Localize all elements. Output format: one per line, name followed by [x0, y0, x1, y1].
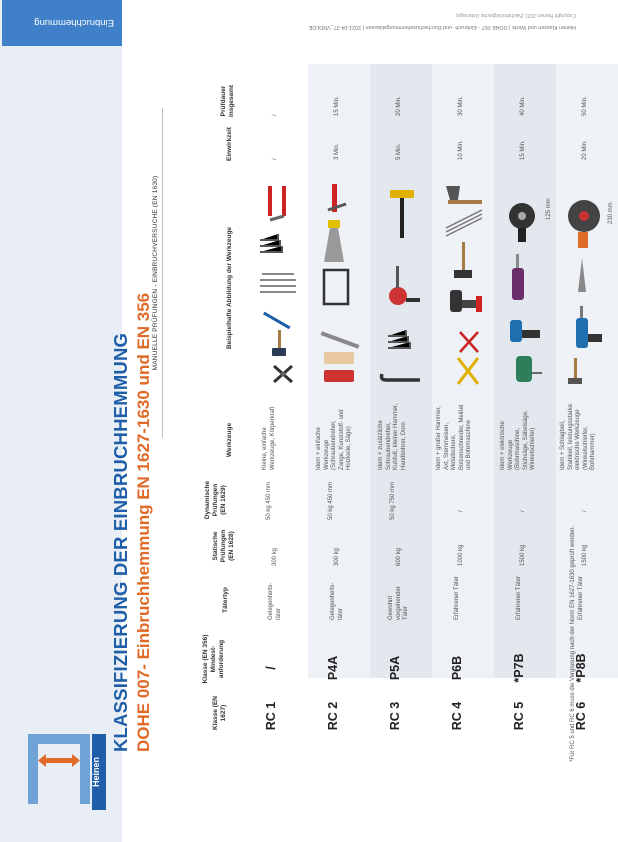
electric-drill-icon [510, 320, 540, 342]
einwirkzeit-cell: / [272, 158, 278, 160]
rc-class: RC 1 [264, 701, 278, 731]
einwirkzeit-cell: 5 Min. [396, 143, 402, 160]
page-content [110, 0, 614, 842]
chisels-icon [446, 210, 482, 236]
header-klasse-356: Klasse (EN 356) Mindest-anforderung [202, 634, 225, 684]
hammer-icon [390, 190, 414, 238]
hammer-icon [272, 330, 286, 356]
pruefdauer-cell: / [272, 114, 278, 116]
dynamic-cell: / [458, 510, 464, 512]
taeter-cell: Gelegenheits-täter [330, 582, 344, 620]
rotary-hammer-icon [576, 306, 602, 348]
copyright-line: Copyright Heinen 2021 (Nachdruck/gleiche Unterlage) [455, 12, 576, 18]
tools-illustration-rc4 [438, 178, 490, 388]
hex-keys-icon [260, 234, 282, 252]
rc-class: RC 2 [326, 701, 340, 731]
footnote: *Für RC 5 und RC 6 muss die Verglasung nach der Norm EN 1627-1630 geprüft werden. [570, 525, 576, 762]
page-title: KLASSIFIZIERUNG DER EINBRUCHHEMMUNG [110, 332, 131, 752]
logo-text: Heinen [91, 756, 101, 788]
table-row [370, 64, 432, 738]
en356-class: P4A [326, 655, 340, 681]
en356-class: P5A [388, 655, 402, 681]
bolt-cutter-icon [458, 358, 478, 384]
tools-illustration-rc6 [560, 178, 616, 388]
en356-class: *P7B [512, 653, 526, 683]
pipe-wrench-icon [268, 186, 286, 220]
angle-grinder-icon [509, 203, 535, 242]
header-group-manual: MANUELLE PRÜFUNGEN - EINBRUCHVERSUCHE (EN 1630) [152, 108, 163, 438]
crowbar-icon [382, 374, 421, 380]
taeter-cell: Gelegenheits-täter [268, 582, 282, 620]
document-reference: Heinen Klassen und Werte | DOHE 007 - Einbruch- und Durchschusshemmungsklassen | 2021-04-27_VRDLDE [308, 24, 576, 30]
dynamic-cell: / [582, 510, 588, 512]
tools-cell: Idem + großer Hammer, Axt, Stemmeisen, Metallschere, Bolzenschneider, Meißel und Bohrmaschine [436, 404, 472, 470]
page-subtitle: DOHE 007- Einbruchhemmung EN 1627-1630 und EN 356 [134, 292, 153, 752]
reciprocating-saw-icon [512, 254, 524, 300]
tools-cell: Idem + elektrische Werkzeuge (Bohrmaschine, Stichsäge, Säbelsäge, Winkelschleifer) [500, 410, 536, 470]
pruefdauer-cell: 30 Min. [458, 96, 464, 116]
table-row [246, 64, 308, 738]
heinen-logo [22, 728, 108, 816]
dynamic-cell: 50 kg 750 mm [390, 481, 396, 520]
rc-class: RC 6 [574, 701, 588, 731]
table-row [494, 64, 556, 738]
tools-illustration-rc1 [252, 178, 304, 388]
static-cell: 1500 kg [520, 544, 526, 566]
en356-class: / [264, 666, 278, 670]
static-cell: 300 kg [334, 547, 340, 566]
pruefdauer-cell: 50 Min. [582, 96, 588, 116]
disc-size-label: 230 mm [608, 202, 614, 224]
pruefdauer-cell: 15 Min. [334, 96, 340, 116]
tools-illustration-rc3 [376, 178, 428, 388]
header-dynamische: Dynamische Prüfungen (EN 1629) [204, 480, 227, 520]
header-einwirkzeit: Einwirkzeit [226, 127, 233, 161]
wrench-set-icon [260, 274, 296, 292]
einwirkzeit-cell: 3 Min. [334, 143, 340, 160]
side-panel [0, 0, 122, 842]
hand-drill-icon [389, 266, 420, 305]
tools-illustration-rc5 [498, 178, 554, 388]
handsaw-icon [324, 220, 344, 262]
steel-wedge-icon [578, 258, 586, 292]
section-tab-label: Einbruchhemmung [34, 17, 114, 29]
sledgehammer-icon [454, 242, 472, 278]
splitting-wedge-icon [568, 358, 582, 384]
static-cell: 300 kg [272, 547, 278, 566]
hacksaw-icon [324, 270, 348, 304]
angle-grinder-large-icon [568, 200, 600, 248]
tools-cell: Idem + einfache Werkzeuge (Schraubendreher, Zange, Kunststoff- und Holzkeile, Säge) [316, 409, 352, 470]
tools-cell: Kleine, einfache Werkzeuge, Körperkraft [262, 406, 276, 470]
header-klasse-1627: Klasse (EN 1627) [212, 696, 227, 730]
rc-class: RC 4 [450, 701, 464, 731]
dynamic-cell: 50 kg 450 mm [266, 481, 272, 520]
static-cell: 1000 kg [458, 544, 464, 566]
pruefdauer-cell: 20 Min. [396, 96, 402, 116]
dynamic-cell: / [520, 510, 526, 512]
jigsaw-icon [516, 356, 542, 382]
tools-illustration-rc2 [314, 178, 366, 388]
screwdriver-icon [263, 312, 290, 330]
en356-class: P6B [450, 655, 464, 681]
table-row [308, 64, 370, 738]
header-statische: Statische Prüfungen (EN 1628) [212, 529, 235, 563]
pipe-wrench-icon [328, 184, 346, 212]
taeter-cell: Gewohnt vorgehender Täter [388, 586, 409, 620]
einwirkzeit-cell: 15 Min. [520, 140, 526, 160]
axe-icon [446, 186, 482, 204]
cordless-drill-icon [450, 290, 482, 312]
static-cell: 1500 kg [582, 544, 588, 566]
header-pruefdauer: Prüfdauer insgesamt [220, 84, 235, 118]
tools-cell: Idem + Schlagbeil, Stahlkeil, leistungsstarke elektrische Werkzeuge (Winkelschleifer, Bohrhammer) [560, 403, 596, 470]
bar-icon [321, 331, 360, 348]
rc-class: RC 3 [388, 701, 402, 731]
rc-class: RC 5 [512, 701, 526, 731]
table-header [142, 64, 246, 738]
header-abbildung: Beispielhafte Abbildung der Werkzeuge [226, 226, 233, 350]
en356-class: *P8B [574, 653, 588, 683]
header-werkzeuge: Werkzeuge [226, 422, 233, 458]
wooden-wedge-icon [324, 352, 354, 364]
static-cell: 600 kg [396, 547, 402, 566]
pruefdauer-cell: 40 Min. [520, 96, 526, 116]
metal-shears-icon [460, 332, 478, 352]
disc-size-label: 125 mm [546, 198, 552, 220]
taeter-cell: Erfahrener Täter [516, 576, 522, 620]
einwirkzeit-cell: 20 Min. [582, 140, 588, 160]
dynamic-cell: 50 kg 450 mm [328, 481, 334, 520]
pliers-icon [274, 366, 292, 382]
taeter-cell: Erfahrener Täter [578, 576, 584, 620]
hex-keys-icon [388, 330, 410, 348]
header-taetertyp: Tätertyp [222, 587, 229, 613]
einwirkzeit-cell: 10 Min. [458, 140, 464, 160]
plastic-wedge-icon [324, 370, 354, 382]
tools-cell: Idem + zusätzliche Schraubendreher, Kuhfuß, kleiner Hammer, Handbohrer, Dorn [378, 403, 407, 470]
table-row [432, 64, 494, 738]
table-row [556, 64, 618, 738]
taeter-cell: Erfahrener Täter [454, 576, 460, 620]
